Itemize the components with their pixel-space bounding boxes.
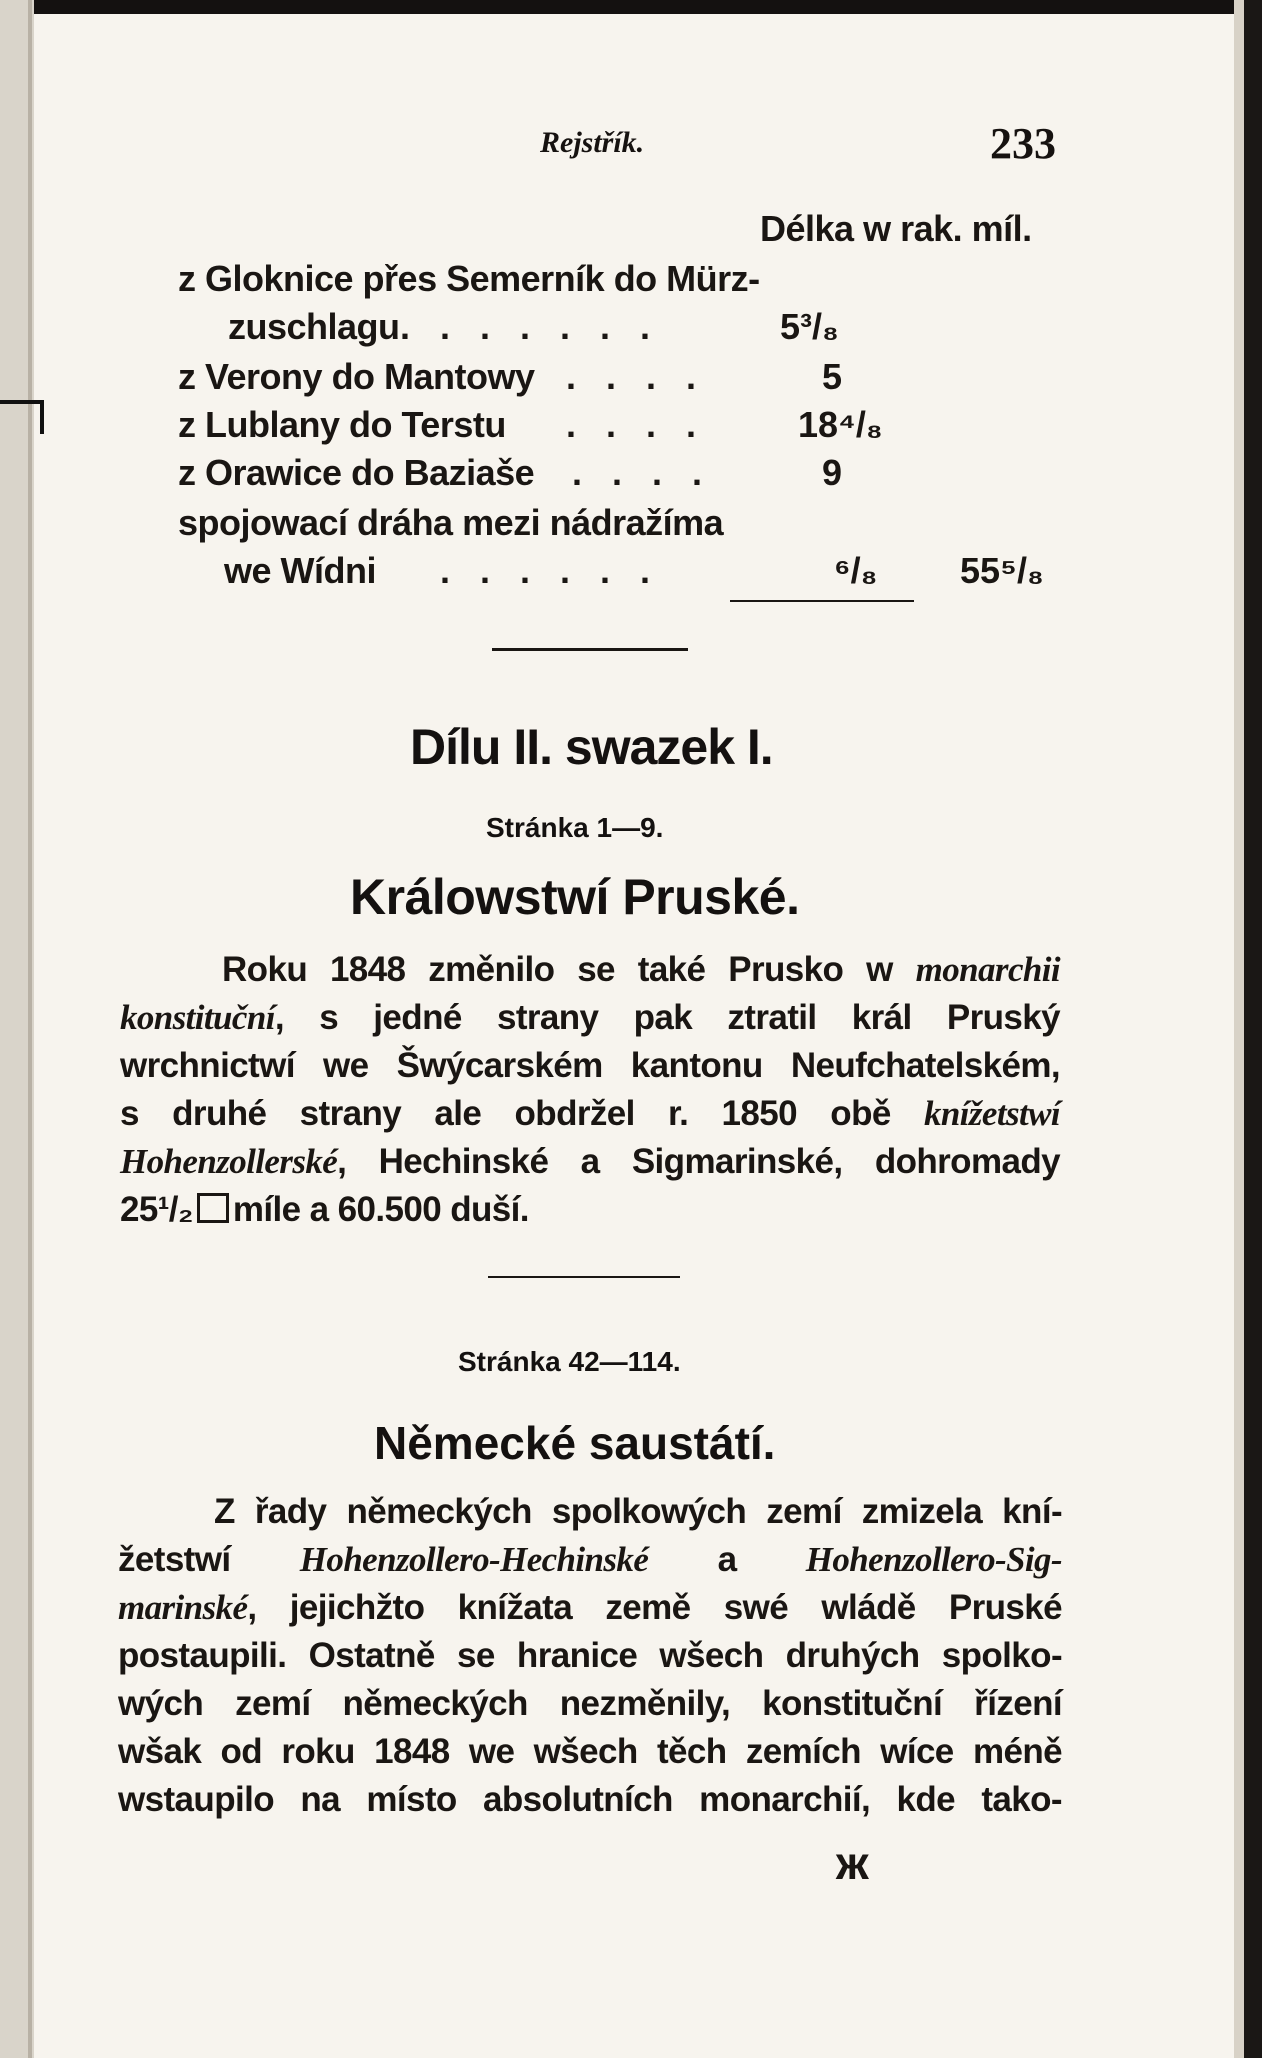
text-line: 25¹/₂ míle a 60.500 duší.	[120, 1190, 529, 1229]
table-row-value: 9	[822, 452, 843, 493]
text-line: postaupili. Ostatně se hranice wšech druhých spolko-	[118, 1636, 1062, 1675]
table-row-text: z Gloknice přes Semerník do Mürz-	[178, 258, 760, 299]
table-row-dots: . . . . . . .	[400, 306, 661, 347]
table-row-text: spojowací dráha mezi nádražíma	[178, 502, 724, 543]
paragraph-prussia	[120, 946, 1060, 1234]
text-line: wšak od roku 1848 we wšech těch zemích wíce méně	[118, 1732, 1062, 1771]
section-title: Německé saustátí.	[374, 1417, 776, 1469]
text-line: wých zemí německých nezměnily, konstituční řízení	[118, 1684, 1062, 1723]
text-line: Roku 1848 změnilo se také Prusko w monarchii	[222, 950, 1060, 989]
table-row-value: 5³/₈	[780, 306, 839, 347]
text-line: žetstwí Hohenzollero-Hechinské a Hohenzollero-Sig-	[118, 1540, 1062, 1579]
section-divider	[488, 1276, 680, 1278]
scan-corner-mark	[0, 400, 44, 434]
page-number: 233	[990, 119, 1056, 168]
table-row-text: we Wídni	[224, 550, 376, 591]
square-mile-symbol	[197, 1193, 229, 1223]
text-line: konstituční, s jedné strany pak ztratil král Pruský	[120, 998, 1060, 1037]
running-header: Rejstřík.	[540, 126, 645, 159]
part-heading: Dílu II. swazek I.	[410, 719, 773, 775]
section-pages: Stránka 42—114.	[458, 1346, 681, 1377]
table-total: 55⁵/₈	[960, 550, 1044, 591]
table-row-value: 5	[822, 356, 843, 397]
text-line: wstaupilo na místo absolutních monarchií, kde tako-	[118, 1780, 1062, 1819]
table-row-dots: . . . .	[566, 356, 707, 397]
table-row-value: ⁶/₈	[834, 550, 878, 591]
subtotal-rule	[730, 600, 914, 602]
table-row-text: z Verony do Mantowy	[178, 356, 535, 397]
table-row-dots: . . . .	[572, 452, 713, 493]
scan-right-border	[1244, 0, 1262, 2058]
text-line: Z řady německých spolkowých zemí zmizela kní-	[214, 1492, 1062, 1531]
text-line: marinské, jejichžto knížata země swé wládě Pruské	[118, 1588, 1062, 1627]
section-title: Králowstwí Pruské.	[350, 869, 800, 925]
scan-right-shadow	[1234, 0, 1244, 2058]
text-line: wrchnictwí we Šwýcarském kantonu Neufchatelském,	[120, 1046, 1060, 1085]
table-row-dots: . . . . . .	[440, 550, 661, 591]
text-line: s druhé strany ale obdržel r. 1850 obě knížetstwí	[120, 1094, 1060, 1133]
catchword-mark: ж	[836, 1837, 869, 1889]
paragraph-german-states	[118, 1488, 1062, 1824]
table-row-text: z Orawice do Baziaše	[178, 452, 535, 493]
section-pages: Stránka 1—9.	[486, 812, 664, 843]
section-divider	[492, 648, 688, 651]
table-row-dots: . . . .	[566, 404, 707, 445]
table-column-header: Délka w rak. míl.	[760, 208, 1032, 249]
table-row-text: zuschlagu	[228, 306, 400, 347]
scan-left-edge	[28, 0, 32, 2058]
scan-top-border	[0, 0, 1262, 14]
table-row-text: z Lublany do Terstu	[178, 404, 506, 445]
text-line: Hohenzollerské, Hechinské a Sigmarinské, dohromady	[120, 1142, 1060, 1181]
table-row-value: 18⁴/₈	[798, 404, 883, 445]
